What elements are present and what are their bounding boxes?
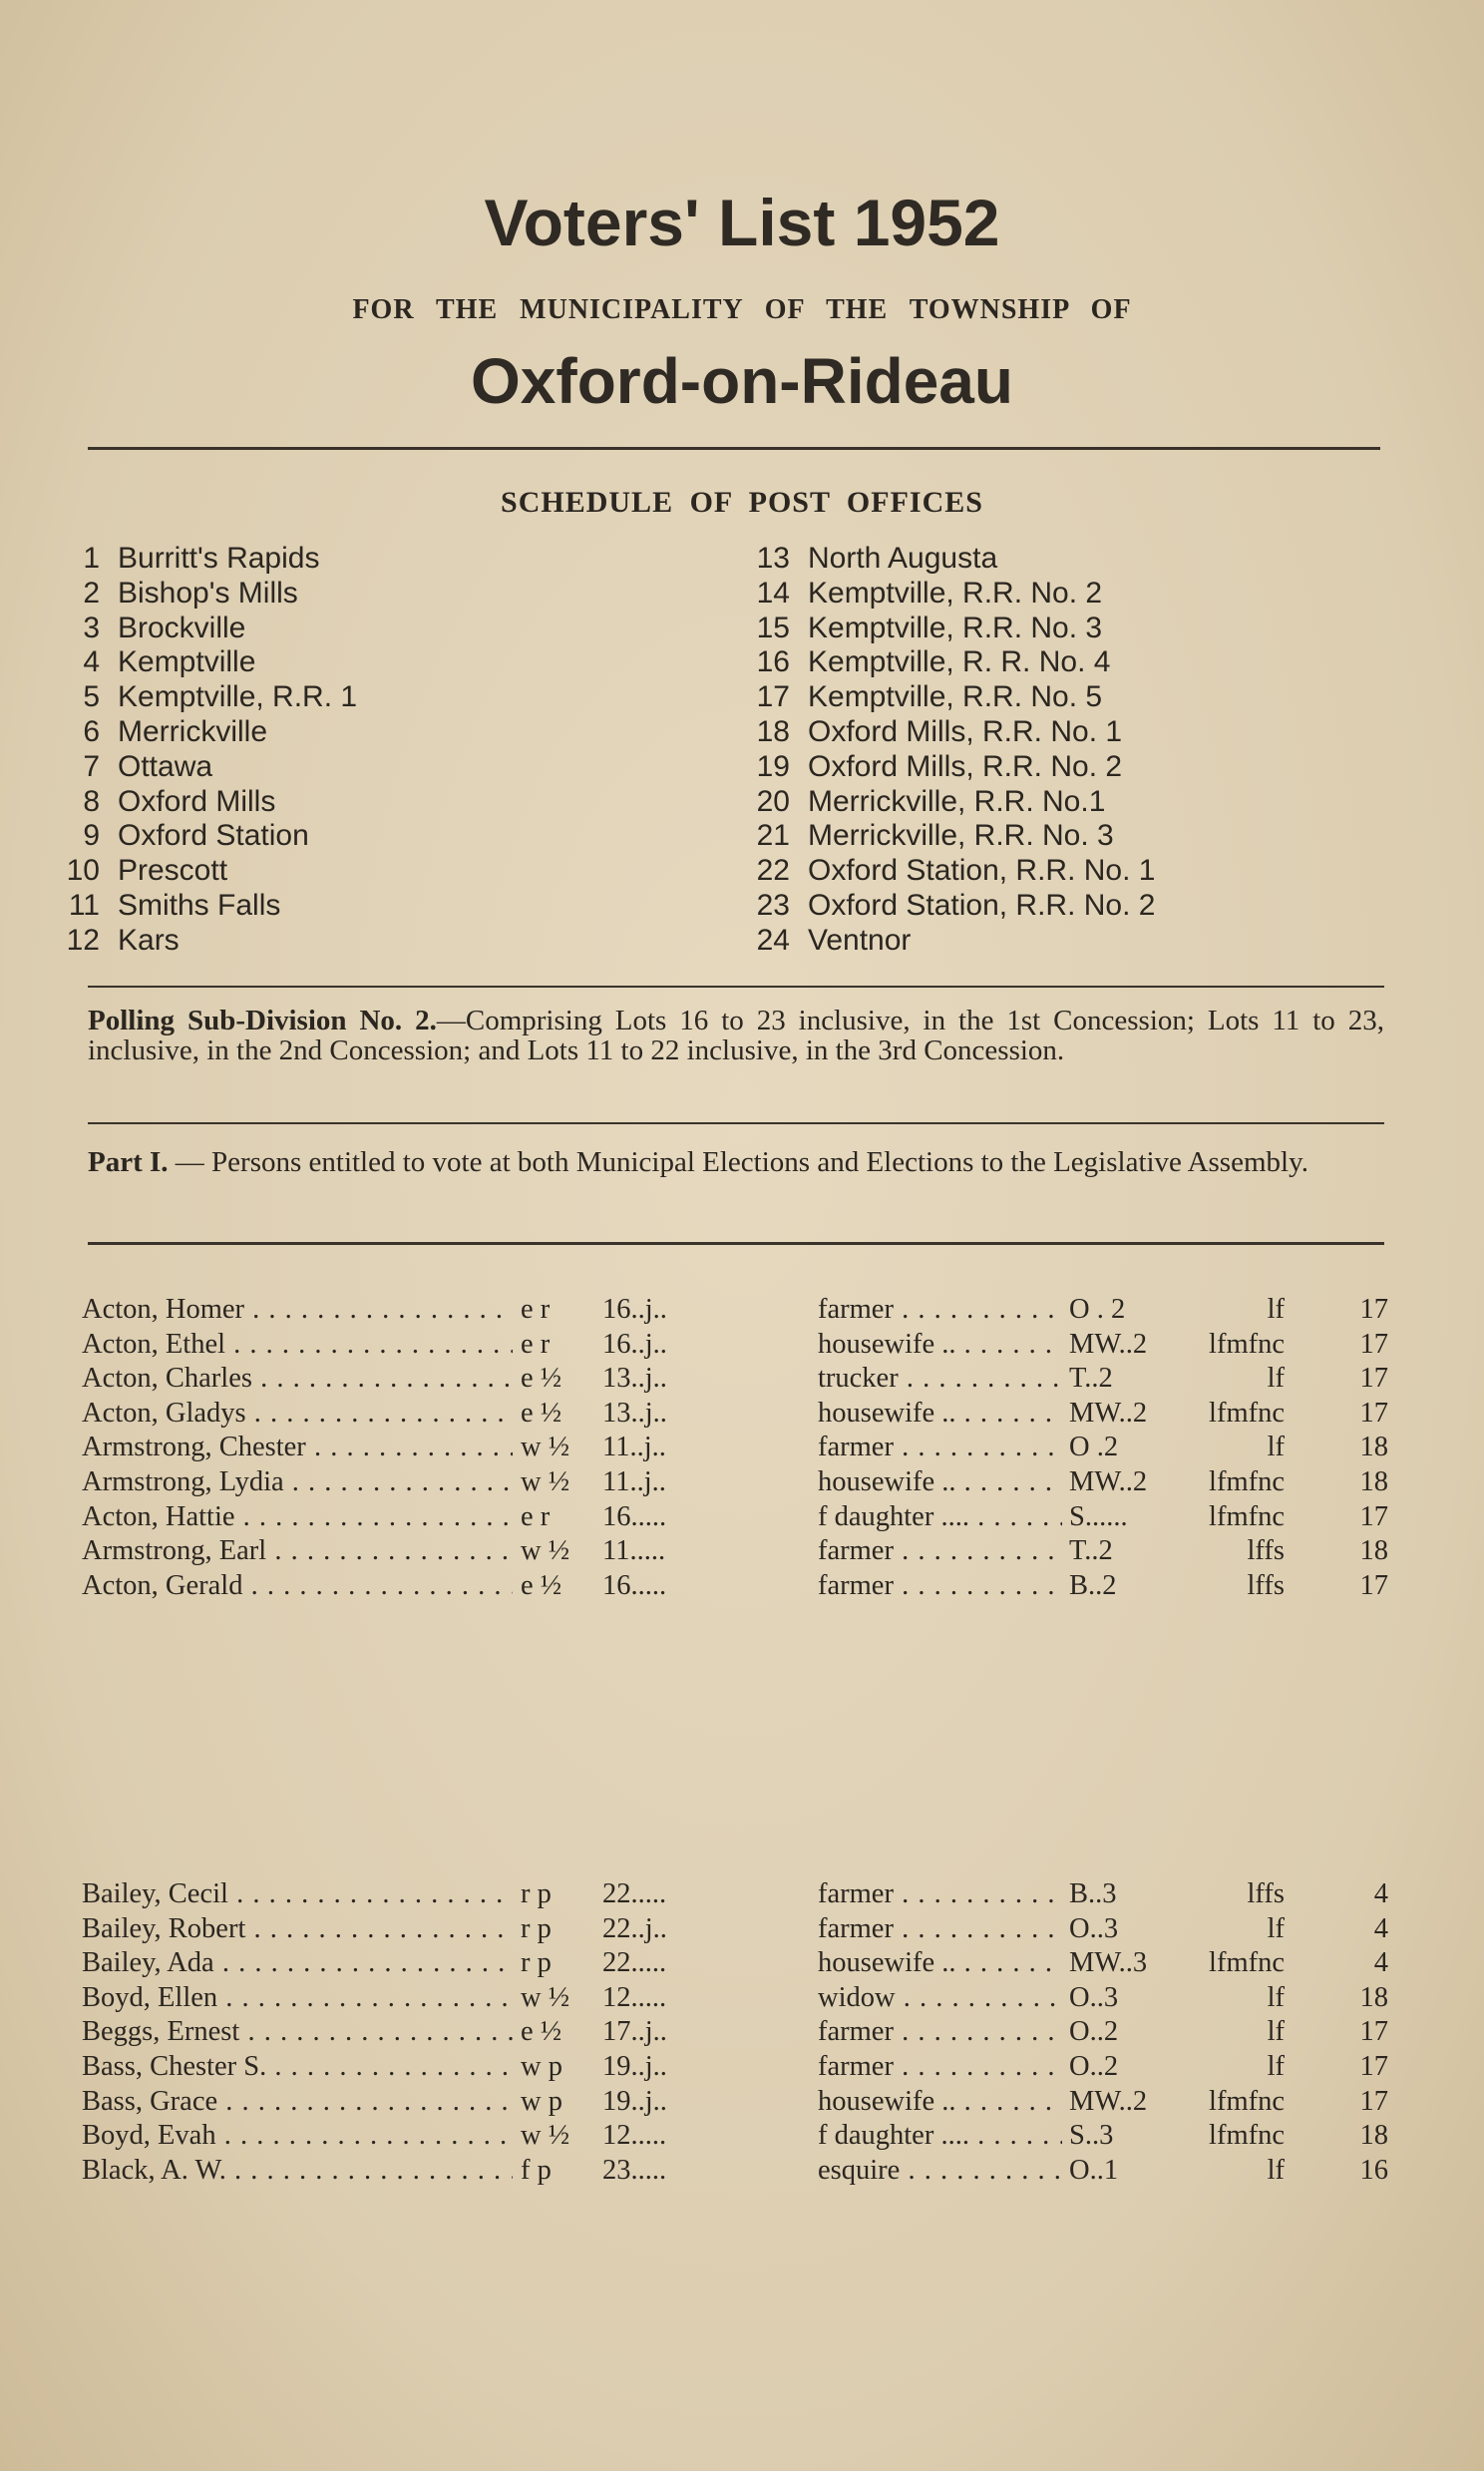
post-office-number: 17 <box>756 680 790 714</box>
post-office-item <box>60 889 357 924</box>
voter-row <box>82 1534 1388 1569</box>
post-office-number: 9 <box>83 819 100 853</box>
voter-row <box>82 2050 1388 2085</box>
post-office-name: Oxford Station, R.R. No. 2 <box>808 888 1156 922</box>
voter-status: S..3 <box>1069 2120 1114 2152</box>
divider-rule <box>88 986 1384 988</box>
voter-property-qualification: e ½ <box>521 1397 562 1429</box>
voter-name: Acton, Hattie . . . <box>82 1500 513 1535</box>
post-office-name: Oxford Mills <box>118 784 276 818</box>
voter-occupation: farmer . . . <box>818 2015 1062 2050</box>
voter-number: 4 <box>1373 1912 1388 1944</box>
post-office-item <box>60 577 357 612</box>
voter-property-qualification: r p <box>521 1878 552 1909</box>
post-office-name: Prescott <box>118 854 228 888</box>
voter-occupation: esquire . . . <box>818 2154 1062 2189</box>
voter-status: MW..2 <box>1069 1397 1148 1429</box>
post-office-number: 12 <box>66 923 100 957</box>
voter-post-office-code: lf <box>1267 1294 1285 1325</box>
post-office-name: Merrickville <box>118 714 267 748</box>
voter-occupation: housewife .. . . . <box>818 1397 1062 1432</box>
voter-lot: 11..j.. <box>602 1465 666 1497</box>
post-office-list-left <box>60 542 357 959</box>
voter-status: MW..2 <box>1069 1465 1148 1497</box>
voter-lot: 19..j.. <box>602 2050 667 2082</box>
post-office-name: North Augusta <box>808 542 998 575</box>
voter-name: Armstrong, Chester . . . <box>82 1431 513 1465</box>
voter-post-office-code: lf <box>1267 2050 1285 2082</box>
voter-occupation: housewife .. . . . <box>818 1465 1062 1500</box>
voter-occupation: housewife .. . . . <box>818 1946 1062 1981</box>
post-office-name: Kemptville, R.R. No. 2 <box>808 576 1103 610</box>
voter-entries-block-b <box>82 1877 1388 2188</box>
voter-row <box>82 2119 1388 2154</box>
post-office-name: Ottawa <box>118 749 213 783</box>
municipality-name: Oxford-on-Rideau <box>471 345 1013 417</box>
post-office-name: Kars <box>118 923 180 957</box>
voter-number: 17 <box>1359 2085 1388 2117</box>
part-text: — Persons entitled to vote at both Municipal Elections and Elections to the Legislative Assembly. <box>168 1146 1308 1178</box>
voter-post-office-code: lffs <box>1247 1878 1285 1909</box>
divider-rule <box>88 447 1380 450</box>
voter-property-qualification: w ½ <box>521 1432 570 1463</box>
post-office-name: Oxford Mills, R.R. No. 2 <box>808 749 1123 783</box>
voter-lot: 23..... <box>602 2154 667 2186</box>
part-label: Part I. <box>88 1146 169 1178</box>
post-office-name: Kemptville <box>118 645 256 679</box>
voter-number: 17 <box>1359 1569 1388 1601</box>
voter-property-qualification: e ½ <box>521 1569 562 1601</box>
voter-number: 17 <box>1359 1397 1388 1429</box>
voter-row <box>82 1397 1388 1432</box>
post-office-number: 20 <box>756 784 790 818</box>
polling-subdivision-paragraph <box>88 1006 1384 1065</box>
post-office-item <box>718 750 1155 785</box>
post-office-item <box>60 715 357 750</box>
voter-lot: 16..... <box>602 1500 667 1532</box>
voter-property-qualification: w ½ <box>521 1981 570 2013</box>
voter-entries-block-a <box>82 1293 1388 1603</box>
page-title: Voters' List 1952 <box>484 186 1000 259</box>
post-office-name: Kemptville, R. R. No. 4 <box>808 645 1111 679</box>
voter-property-qualification: r p <box>521 1912 552 1944</box>
voter-name: Acton, Homer . . . <box>82 1293 513 1328</box>
divider-rule <box>88 1122 1384 1124</box>
post-office-item <box>60 612 357 646</box>
voter-number: 18 <box>1359 1432 1388 1463</box>
post-office-item <box>60 680 357 715</box>
part-heading-paragraph <box>88 1147 1384 1177</box>
voter-number: 18 <box>1359 2120 1388 2152</box>
post-office-number: 2 <box>83 576 100 610</box>
voter-name: Bailey, Ada . . . <box>82 1946 513 1981</box>
voter-row <box>82 1569 1388 1604</box>
voter-property-qualification: e ½ <box>521 1363 562 1395</box>
voter-lot: 19..j.. <box>602 2085 667 2117</box>
post-office-name: Kemptville, R.R. No. 3 <box>808 611 1103 644</box>
voter-lot: 11..j.. <box>602 1432 666 1463</box>
voter-property-qualification: w ½ <box>521 1535 570 1567</box>
voter-post-office-code: lf <box>1267 1432 1285 1463</box>
voter-row <box>82 1465 1388 1500</box>
voter-number: 16 <box>1359 2154 1388 2186</box>
post-office-number: 13 <box>756 542 790 575</box>
voter-row <box>82 1946 1388 1981</box>
post-office-number: 1 <box>83 542 100 575</box>
voter-status: T..2 <box>1069 1535 1113 1567</box>
voter-property-qualification: f p <box>521 2154 552 2186</box>
voter-number: 18 <box>1359 1535 1388 1567</box>
voter-row <box>82 2015 1388 2050</box>
voter-name: Armstrong, Lydia . . . <box>82 1465 513 1500</box>
post-office-name: Kemptville, R.R. No. 5 <box>808 680 1103 714</box>
polling-subdivision-label: Polling Sub-Division No. 2. <box>88 1005 437 1036</box>
schedule-heading: SCHEDULE OF POST OFFICES <box>501 486 983 519</box>
voter-lot: 16..j.. <box>602 1294 667 1325</box>
voter-status: MW..2 <box>1069 2085 1148 2117</box>
voter-occupation: farmer . . . <box>818 1293 1062 1328</box>
voter-number: 4 <box>1373 1878 1388 1909</box>
voter-status: O..3 <box>1069 1912 1119 1944</box>
post-office-item <box>718 889 1155 924</box>
voter-number: 18 <box>1359 1981 1388 2013</box>
voter-name: Acton, Gerald . . . <box>82 1569 513 1604</box>
voter-occupation: trucker . . . <box>818 1362 1062 1397</box>
voter-occupation: widow . . . <box>818 1981 1062 2016</box>
voter-occupation: f daughter .... . . . <box>818 1500 1062 1535</box>
voter-status: O..2 <box>1069 2050 1119 2082</box>
post-office-name: Bishop's Mills <box>118 576 298 610</box>
voter-row <box>82 1877 1388 1912</box>
voter-post-office-code: lfmfnc <box>1209 2120 1285 2152</box>
post-office-number: 3 <box>83 611 100 644</box>
post-office-item <box>718 924 1155 959</box>
voter-property-qualification: w ½ <box>521 1465 570 1497</box>
post-office-name: Merrickville, R.R. No. 3 <box>808 819 1114 853</box>
voter-name: Bailey, Cecil . . . <box>82 1877 513 1912</box>
voter-post-office-code: lfmfnc <box>1209 1328 1285 1360</box>
voter-status: MW..2 <box>1069 1328 1148 1360</box>
voter-post-office-code: lf <box>1267 1981 1285 2013</box>
post-office-number: 5 <box>83 680 100 714</box>
post-office-item <box>60 854 357 889</box>
voter-occupation: farmer . . . <box>818 1431 1062 1465</box>
post-office-number: 22 <box>756 854 790 888</box>
voter-status: O .2 <box>1069 1432 1119 1463</box>
post-office-item <box>60 785 357 820</box>
voter-occupation: farmer . . . <box>818 1877 1062 1912</box>
voter-name: Bailey, Robert . . . <box>82 1912 513 1947</box>
voter-occupation: housewife .. . . . <box>818 2085 1062 2120</box>
voter-number: 17 <box>1359 2016 1388 2048</box>
voter-post-office-code: lfmfnc <box>1209 1947 1285 1979</box>
voter-name: Black, A. W. . . . <box>82 2154 513 2189</box>
voter-row <box>82 1362 1388 1397</box>
voter-lot: 13..j.. <box>602 1363 667 1395</box>
voter-occupation: farmer . . . <box>818 1569 1062 1604</box>
voter-name: Bass, Grace . . . <box>82 2085 513 2120</box>
post-office-name: Merrickville, R.R. No.1 <box>808 784 1106 818</box>
voter-name: Armstrong, Earl . . . <box>82 1534 513 1569</box>
voter-occupation: farmer . . . <box>818 1912 1062 1947</box>
voter-lot: 17..j.. <box>602 2016 667 2048</box>
post-office-item <box>60 819 357 854</box>
voter-status: O..3 <box>1069 1981 1119 2013</box>
voter-row <box>82 2154 1388 2189</box>
voter-occupation: f daughter .... . . . <box>818 2119 1062 2154</box>
post-office-item <box>718 542 1155 577</box>
voter-lot: 16..j.. <box>602 1328 667 1360</box>
voter-property-qualification: e ½ <box>521 2016 562 2048</box>
post-office-number: 10 <box>66 854 100 888</box>
post-office-name: Kemptville, R.R. 1 <box>118 680 358 714</box>
post-office-item <box>60 750 357 785</box>
post-office-number: 19 <box>756 749 790 783</box>
post-office-item <box>718 680 1155 715</box>
voter-post-office-code: lfmfnc <box>1209 1397 1285 1429</box>
voter-row <box>82 1431 1388 1465</box>
post-office-item <box>60 645 357 680</box>
post-office-item <box>60 542 357 577</box>
voter-number: 17 <box>1359 2050 1388 2082</box>
post-office-item <box>718 785 1155 820</box>
voter-lot: 22..... <box>602 1947 667 1979</box>
post-office-item <box>60 924 357 959</box>
voter-row <box>82 1293 1388 1328</box>
voter-row <box>82 1981 1388 2016</box>
post-office-name: Brockville <box>118 611 246 644</box>
voter-property-qualification: e r <box>521 1294 551 1325</box>
voter-post-office-code: lfmfnc <box>1209 1500 1285 1532</box>
post-office-number: 11 <box>68 888 100 922</box>
post-office-number: 7 <box>83 749 100 783</box>
voter-occupation: farmer . . . <box>818 2050 1062 2085</box>
post-office-name: Ventnor <box>808 923 912 957</box>
voter-post-office-code: lfmfnc <box>1209 1465 1285 1497</box>
voter-property-qualification: w ½ <box>521 2120 570 2152</box>
voter-status: MW..3 <box>1069 1947 1148 1979</box>
voter-number: 17 <box>1359 1500 1388 1532</box>
post-office-number: 8 <box>83 784 100 818</box>
post-office-number: 23 <box>756 888 790 922</box>
voter-status: B..3 <box>1069 1878 1117 1909</box>
post-office-name: Oxford Station <box>118 819 309 853</box>
voter-property-qualification: w p <box>521 2085 562 2117</box>
voter-post-office-code: lf <box>1267 2016 1285 2048</box>
post-office-item <box>718 819 1155 854</box>
voter-occupation: farmer . . . <box>818 1534 1062 1569</box>
polling-subdivision-text: —Comprising Lots 16 to 23 inclusive, in the 1st Concession; Lots 11 to 23, inclusive, in the 2nd Concession; and Lots 11 to 22 inclusive, in the 3rd Concession. <box>88 1005 1384 1066</box>
voter-status: B..2 <box>1069 1569 1117 1601</box>
post-office-number: 4 <box>83 645 100 679</box>
voter-lot: 22..j.. <box>602 1912 667 1944</box>
voter-number: 17 <box>1359 1363 1388 1395</box>
voter-property-qualification: e r <box>521 1328 551 1360</box>
post-office-number: 18 <box>756 714 790 748</box>
voter-status: O..1 <box>1069 2154 1119 2186</box>
post-office-item <box>718 612 1155 646</box>
voter-lot: 12..... <box>602 1981 667 2013</box>
voter-row <box>82 1500 1388 1535</box>
voter-lot: 11..... <box>602 1535 666 1567</box>
voter-property-qualification: r p <box>521 1947 552 1979</box>
voter-post-office-code: lffs <box>1247 1535 1285 1567</box>
voter-name: Acton, Gladys . . . <box>82 1397 513 1432</box>
post-office-number: 24 <box>756 923 790 957</box>
voter-row <box>82 2085 1388 2120</box>
voter-occupation: housewife .. . . . <box>818 1328 1062 1363</box>
voter-post-office-code: lf <box>1267 2154 1285 2186</box>
voter-lot: 12..... <box>602 2120 667 2152</box>
voter-name: Boyd, Ellen . . . <box>82 1981 513 2016</box>
post-office-item <box>718 577 1155 612</box>
page-subtitle: FOR THE MUNICIPALITY OF THE TOWNSHIP OF <box>352 294 1132 325</box>
voter-lot: 16..... <box>602 1569 667 1601</box>
voter-post-office-code: lfmfnc <box>1209 2085 1285 2117</box>
voter-name: Bass, Chester S. . . . <box>82 2050 513 2085</box>
post-office-number: 6 <box>83 714 100 748</box>
post-office-item <box>718 715 1155 750</box>
voter-status: O..2 <box>1069 2016 1119 2048</box>
voter-property-qualification: e r <box>521 1500 551 1532</box>
voter-name: Acton, Ethel . . . <box>82 1328 513 1363</box>
voter-number: 4 <box>1373 1947 1388 1979</box>
voter-name: Beggs, Ernest . . . <box>82 2015 513 2050</box>
post-office-number: 16 <box>756 645 790 679</box>
voter-lot: 13..j.. <box>602 1397 667 1429</box>
voter-status: O . 2 <box>1069 1294 1126 1325</box>
voter-post-office-code: lf <box>1267 1363 1285 1395</box>
post-office-item <box>718 645 1155 680</box>
voter-row <box>82 1328 1388 1363</box>
voter-post-office-code: lf <box>1267 1912 1285 1944</box>
divider-rule <box>88 1242 1384 1245</box>
post-office-name: Oxford Station, R.R. No. 1 <box>808 854 1156 888</box>
voter-status: S...... <box>1069 1500 1128 1532</box>
voter-property-qualification: w p <box>521 2050 562 2082</box>
post-office-number: 21 <box>756 819 790 853</box>
voter-status: T..2 <box>1069 1363 1113 1395</box>
post-office-item <box>718 854 1155 889</box>
post-office-number: 15 <box>756 611 790 644</box>
post-office-name: Burritt's Rapids <box>118 542 320 575</box>
post-office-name: Oxford Mills, R.R. No. 1 <box>808 714 1123 748</box>
voter-row <box>82 1912 1388 1947</box>
voter-number: 17 <box>1359 1328 1388 1360</box>
post-office-list-right <box>718 542 1155 959</box>
voter-lot: 22..... <box>602 1878 667 1909</box>
voter-post-office-code: lffs <box>1247 1569 1285 1601</box>
voter-number: 17 <box>1359 1294 1388 1325</box>
post-office-number: 14 <box>756 576 790 610</box>
voter-name: Boyd, Evah . . . <box>82 2119 513 2154</box>
voter-number: 18 <box>1359 1465 1388 1497</box>
post-office-name: Smiths Falls <box>118 888 281 922</box>
voter-name: Acton, Charles . . . <box>82 1362 513 1397</box>
